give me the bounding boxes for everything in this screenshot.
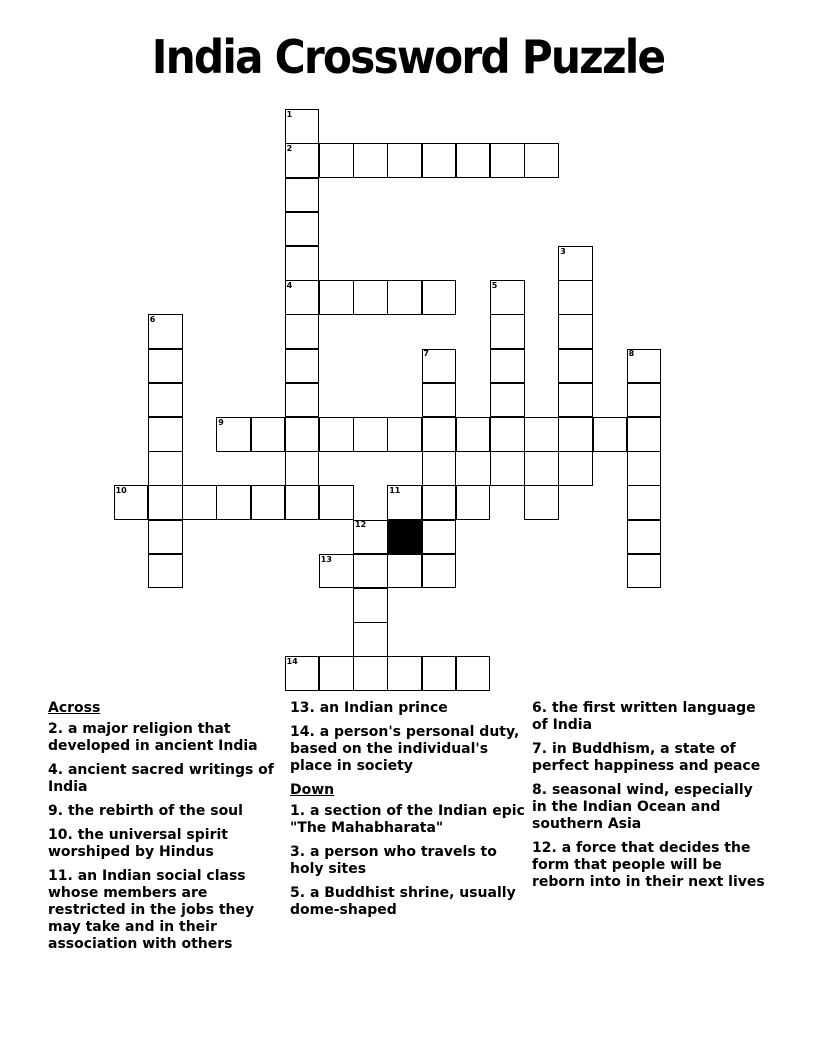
crossword-cell[interactable] (387, 417, 422, 452)
clue-item (290, 700, 528, 717)
clue-text: a person's personal duty, based on the individual's place in society (290, 724, 520, 774)
crossword-cell[interactable] (456, 656, 491, 691)
page-title: India Crossword Puzzle (151, 30, 665, 84)
clue-item (48, 868, 286, 953)
crossword-cell[interactable] (387, 143, 422, 178)
crossword-cell[interactable] (387, 280, 422, 315)
clue-item (532, 782, 770, 833)
clue-number: 10. (48, 827, 78, 843)
clue-text: a major religion that developed in ancient India (48, 721, 258, 754)
crossword-cell[interactable] (627, 383, 662, 418)
clue-number-label: 6 (149, 315, 156, 325)
crossword-cell[interactable] (627, 554, 662, 589)
clue-number: 8. (532, 782, 552, 798)
crossword-cell[interactable] (319, 656, 354, 691)
crossword-cell[interactable] (285, 314, 320, 349)
crossword-cell[interactable] (216, 485, 251, 520)
clue-text: the universal spirit worshiped by Hindus (48, 827, 228, 860)
crossword-cell[interactable] (353, 656, 388, 691)
crossword-cell[interactable] (148, 554, 183, 589)
crossword-cell[interactable] (148, 520, 183, 555)
crossword-cell[interactable] (627, 520, 662, 555)
crossword-cell[interactable] (148, 383, 183, 418)
clue-item (48, 827, 286, 861)
clue-number: 14. (290, 724, 320, 740)
clue-text: a section of the Indian epic "The Mahabharata" (290, 803, 525, 836)
clue-number-label: 2 (286, 144, 293, 154)
crossword-black-cell (387, 520, 422, 555)
crossword-cell[interactable] (558, 314, 593, 349)
crossword-cell[interactable] (285, 246, 320, 281)
across-clue-list (48, 721, 286, 953)
clue-text: the rebirth of the soul (67, 803, 243, 819)
clue-number: 4. (48, 762, 68, 778)
crossword-cell[interactable] (182, 485, 217, 520)
crossword-cell[interactable] (490, 451, 525, 486)
clues-column-2 (290, 700, 528, 926)
clue-number: 7. (532, 741, 552, 757)
crossword-cell[interactable] (593, 417, 628, 452)
clues-column-3 (532, 700, 770, 898)
crossword-cell[interactable] (490, 143, 525, 178)
clue-text: in Buddhism, a state of perfect happiness and peace (532, 741, 761, 774)
crossword-cell[interactable] (319, 280, 354, 315)
crossword-cell[interactable] (422, 656, 457, 691)
crossword-cell[interactable] (353, 588, 388, 623)
clue-item (290, 844, 528, 878)
crossword-cell[interactable] (285, 417, 320, 452)
crossword-cell[interactable] (627, 485, 662, 520)
crossword-cell[interactable] (353, 280, 388, 315)
clue-number-label: 12 (355, 520, 367, 530)
clue-item (532, 741, 770, 775)
crossword-cell[interactable] (422, 554, 457, 589)
crossword-cell[interactable] (353, 554, 388, 589)
crossword-cell[interactable] (524, 485, 559, 520)
clue-text: a person who travels to holy sites (290, 844, 497, 877)
clue-text: a Buddhist shrine, usually dome-shaped (290, 885, 516, 918)
down-clue-list (290, 803, 528, 919)
crossword-cell[interactable] (422, 451, 457, 486)
crossword-cell[interactable] (148, 485, 183, 520)
clue-item (48, 762, 286, 796)
clue-item (532, 840, 770, 891)
clue-number-label: 13 (320, 554, 332, 564)
clue-number: 6. (532, 700, 552, 716)
crossword-cell[interactable] (627, 417, 662, 452)
across-clue-list-continued (290, 700, 528, 775)
clue-number: 11. (48, 868, 78, 884)
clue-number: 3. (290, 844, 310, 860)
crossword-cell[interactable] (490, 383, 525, 418)
clue-number: 13. (290, 700, 320, 716)
crossword-cell[interactable] (285, 383, 320, 418)
clue-number-label: 9 (218, 417, 224, 427)
crossword-cell[interactable] (456, 417, 491, 452)
clue-number: 5. (290, 885, 310, 901)
crossword-cell[interactable] (422, 280, 457, 315)
clue-item (290, 803, 528, 837)
clue-item (290, 724, 528, 775)
clues-column-1 (48, 700, 286, 960)
clue-number: 1. (290, 803, 310, 819)
crossword-cell[interactable] (285, 485, 320, 520)
crossword-cell[interactable] (319, 143, 354, 178)
clue-text: a force that decides the form that people will be reborn into in their next lives (532, 840, 765, 890)
clue-number-label: 7 (423, 349, 429, 359)
clue-number-label: 8 (628, 349, 635, 359)
crossword-cell[interactable] (285, 178, 320, 213)
clue-text: seasonal wind, especially in the Indian Ocean and southern Asia (532, 782, 753, 832)
crossword-cell[interactable] (524, 143, 559, 178)
clue-text: the first written language of India (532, 700, 756, 733)
clue-item (532, 700, 770, 734)
clue-number: 2. (48, 721, 68, 737)
crossword-cell[interactable] (422, 520, 457, 555)
clue-number: 12. (532, 840, 562, 856)
crossword-cell[interactable] (148, 417, 183, 452)
clue-number-label: 14 (286, 657, 298, 667)
crossword-cell[interactable] (558, 383, 593, 418)
clue-item (48, 721, 286, 755)
clue-number-label: 11 (389, 486, 401, 496)
crossword-cell[interactable] (627, 451, 662, 486)
down-clue-list-continued (532, 700, 770, 891)
crossword-cell[interactable] (148, 349, 183, 384)
crossword-cell[interactable] (524, 417, 559, 452)
crossword-cell[interactable] (285, 212, 320, 247)
clue-number-label: 4 (286, 281, 293, 290)
crossword-cell[interactable] (353, 143, 388, 178)
crossword-cell[interactable] (558, 417, 593, 452)
clue-number: 9. (48, 803, 68, 819)
clue-text: ancient sacred writings of India (48, 762, 274, 795)
crossword-cell[interactable] (285, 349, 320, 384)
crossword-cell[interactable] (148, 451, 183, 486)
crossword-cell[interactable] (558, 451, 593, 486)
crossword-cell[interactable] (456, 143, 491, 178)
crossword-cell[interactable] (422, 417, 457, 452)
clue-item (48, 803, 286, 820)
clue-number-label: 1 (286, 110, 293, 119)
clue-number-label: 10 (115, 486, 127, 496)
crossword-cell[interactable] (422, 383, 457, 418)
crossword-cell[interactable] (285, 451, 320, 486)
crossword-cell[interactable] (387, 554, 422, 589)
crossword-cell[interactable] (422, 143, 457, 178)
clue-text: an Indian social class whose members are restricted in the jobs they may take and in their association with others (48, 868, 255, 952)
crossword-cell[interactable] (558, 349, 593, 384)
crossword-cell[interactable] (456, 485, 491, 520)
crossword-cell[interactable] (490, 417, 525, 452)
crossword-cell[interactable] (387, 656, 422, 691)
clue-number-label: 5 (491, 281, 498, 290)
crossword-cell[interactable] (319, 485, 354, 520)
crossword-cell[interactable] (353, 622, 388, 657)
crossword-cell[interactable] (353, 417, 388, 452)
down-heading: Down (290, 782, 335, 798)
crossword-cell[interactable] (251, 485, 286, 520)
crossword-cell[interactable] (251, 417, 286, 452)
crossword-cell[interactable] (422, 485, 457, 520)
crossword-cell[interactable] (319, 417, 354, 452)
clue-text: an Indian prince (319, 700, 448, 716)
crossword-cell[interactable] (490, 349, 525, 384)
across-heading: Across (48, 700, 101, 716)
clue-number-label: 3 (560, 246, 566, 256)
crossword-cell[interactable] (490, 314, 525, 349)
clue-item (290, 885, 528, 919)
crossword-cell[interactable] (558, 280, 593, 315)
